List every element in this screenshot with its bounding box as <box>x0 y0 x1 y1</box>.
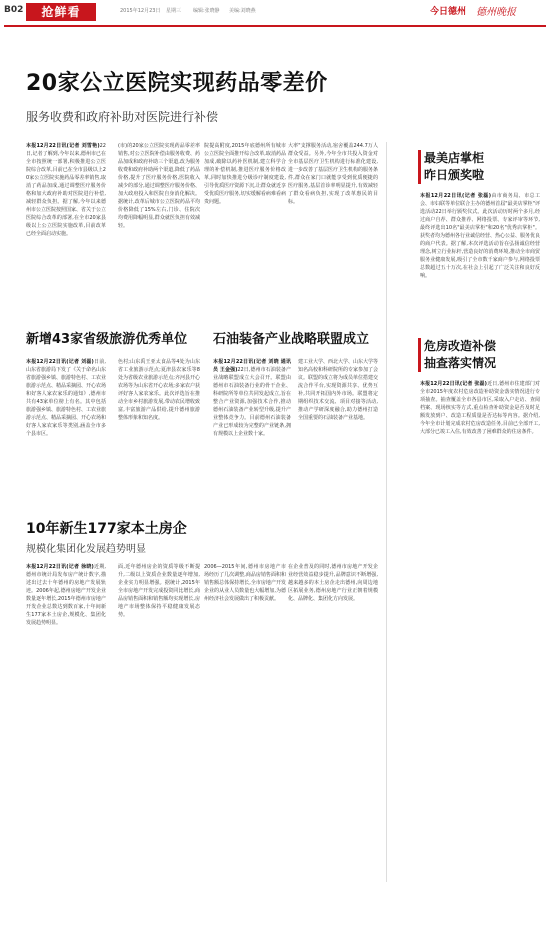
mid-left-byline: 本报12月22日讯(记者 刘磊) <box>26 359 94 365</box>
mid-left-column-2: 色村;山东禹王亚太食品等4处为山东省工业旅游示范点;夏津县农家乐等8处为省级农业旅游示范点;齐河县开心农场等为山东省开心农场;多家农户获评好客人家农家乐。此次评选旨在推动全市乡村旅游发展,带动农民增收致富,丰富旅游产品供给,提升德州旅游整体形象和知名度。 <box>118 359 200 421</box>
mid-right-column-1 <box>213 358 292 437</box>
sidebar-2-byline: 本报12月22日讯(记者 张磊) <box>420 381 487 387</box>
bottom-column-3: 2006—2015年间,德州市房地产市场经历了几次调整,商品房销售面积和销售额总体保持增长,全市房地产开发企业的从业人员数量也大幅增加,为德州经济社会发展做出了积极贡献。 <box>204 564 286 602</box>
lead-byline: 本报12月22日讯(记者 刘雪艳) <box>26 143 100 149</box>
sidebar-2-title-line2: 抽查落实情况 <box>424 356 497 370</box>
mid-right-headline: 石油装备产业战略联盟成立 <box>213 332 370 347</box>
section-label: 抢鲜看 <box>26 3 96 21</box>
bottom-column-2: 面,近年德州房企的资质等级不断提升,二级以上资质企业数量逐年增加,企业实力明显增强。据统计,2015年全市房地产开发完成投资同比增长,商品房销售面积和销售额均实现增长,房地产市场整体保持平稳健康发展态势。 <box>118 564 200 618</box>
weekday: 星期三 <box>166 8 182 14</box>
sidebar-divider <box>386 142 387 882</box>
sidebar-1-body <box>420 192 540 280</box>
designer: 美编:刘晓燕 <box>229 8 256 14</box>
mid-left-headline: 新增43家省级旅游优秀单位 <box>26 332 188 347</box>
page-number: B02 <box>4 5 24 15</box>
mid-right-text-1: 22日,德州市石油装备产业战略联盟成立大会召开。联盟由德州市石油装备行业的骨干企业、科研院所等单位共同发起成立,旨在整合产业资源,加强技术合作,推动德州石油装备产业转型升级,提升产业整体竞争力。目前德州石油装备产业已形成较为完整的产业链条,拥有规模以上企业数十家。 <box>213 367 292 437</box>
sidebar-1-text: 由市商务局、市总工会、市妇联等单位联合主办的德州首届"最美店掌柜"评选活动22日举行颁奖仪式。此次活动历时两个多月,经过商户自荐、群众推荐、网络投票、专家评审等环节,最终评选出10名"最美店掌柜"和20名"优秀店掌柜"。获奖者均为德州各行业诚信经营、热心公益、服务优良的商户代表。据了解,本次评选活动旨在弘扬诚信经营理念,树立行业标杆,营造良好的消费环境,推动全市商贸服务业健康发展,吸引了全市数千家商户参与,网络投票总数超过五十万次,在社会上引起了广泛关注和良好反响。 <box>420 193 541 279</box>
sidebar-accent-bar-2 <box>418 338 421 372</box>
lead-column-2: (市)的20家公立医院实现药品零差率销售,对公立医院补偿由服务收费、药品加成和政府补助三个渠道,改为服务收费和政府补助两个渠道,降低了药品价格,提升了医疗服务价格,医院收入减少的部分,通过调整医疗服务价格、加大政府投入和医院自身消化解决。据统计,改革后城市公立医院药品平均价格降低了15%左右,门诊、住院次均费用降幅明显,群众就医负担有效减轻。 <box>118 143 200 229</box>
sidebar-1-byline: 本报12月22日讯(记者 张磊) <box>420 193 491 199</box>
paper-name: 今日德州 <box>430 7 467 17</box>
lead-column-4: 大率"支撑服务活动,宿舍覆盖244.7万人群众受益。另外,今年全市共投入资金对全市基层医疗卫生机构进行标准化建设,进一步改善了基层医疗卫生机构的服务条件,群众在家门口就能享受到优质便捷的医疗服务,基层首诊率明显提升,有效减轻了群众看病负担,实现了改革惠民的目标。 <box>288 143 379 205</box>
editor: 编辑:张晓静 <box>193 8 220 14</box>
sidebar-1-title-line2: 昨日颁奖啦 <box>424 168 485 182</box>
lead-subheadline: 服务收费和政府补助对医院进行补偿 <box>26 110 219 124</box>
date: 2015年12月23日 <box>120 8 161 14</box>
mid-right-column-2: 建工业大学、西北大学、山东大学等知名高校和科研院所的专家参加了会议。联盟的成立将为成员单位搭建交流合作平台,实现资源共享、优势互补,共同开拓国内外市场。联盟将定期组织技术交流、项目对接等活动,推动产学研深度融合,助力德州打造全国重要的石油装备产业基地。 <box>298 359 379 421</box>
mid-left-column-1 <box>26 358 107 437</box>
bottom-headline: 10年新生177家本土房企 <box>26 521 187 537</box>
sidebar-accent-bar <box>418 150 421 184</box>
lead-column-1 <box>26 142 106 312</box>
bottom-byline: 本报12月22日讯(记者 徐晓) <box>26 564 94 570</box>
lead-text-1: 22日,记者了解到,今年以来,德州市已在全市按照统一部署,积极推进公立医院综合改革,目前已在全市县级以上20家公立医院实施药品零差率销售,取消了药品加成,通过调整医疗服务价格和加大政府补助对医院进行补偿,减轻群众负担。据了解,今年以来德州市公立医院按照国家、省关于公立医院综合改革的部署,在全市20家县级以上公立医院实施改革,目前改革已经全面启动实施。 <box>26 143 107 237</box>
paper-logo: 德州晚报 <box>476 7 516 18</box>
sidebar-1-title-line1: 最美店掌柜 <box>424 151 485 165</box>
sidebar-2-text: 近日,德州市住建部门对全市2015年度农村危房改造补助资金落实情况进行专项抽查。抽查覆盖全市各县市区,采取入户走访、查阅档案、现场核实等方式,重点检查补助资金是否及时足额发放到户、改造工程质量是否达标等内容。据介绍,今年全市计划完成农村危房改造任务,目前已全部开工,大部分已竣工入住,有效改善了困难群众的住房条件。 <box>420 381 540 435</box>
header-rule <box>4 25 546 27</box>
lead-column-3: 院提高附度,2015年底德州所有城市公立医院全面推开综合改革,取消药品加成,破除以药补医机制,建立科学合理的补偿机制,推进医疗服务价格改革,同时加快推进分级诊疗制度建设,引导优质医疗资源下沉,让群众就近享受优质医疗服务,切实缓解看病难看病贵问题。 <box>204 143 286 205</box>
bottom-column-4: 在企业普及的同时,德州市房地产开发企业经营效益稳步提升,品牌意识不断增强,越来越多的本土房企走出德州,向周边地区拓展业务,德州房地产行业正朝着规模化、品牌化、集团化方向发展。 <box>288 564 378 602</box>
bottom-subheadline: 规模化集团化发展趋势明显 <box>26 544 146 555</box>
mid-left-text-1: 日前,山东省旅游局下发了《关于命名山东省旅游强乡镇、旅游特色村、工农业旅游示范点、精品采摘园、开心农场和好客人家农家乐的通知》,德州市共有43家单位榜上有名。其中包括旅游强乡镇、旅游特色村、工农业旅游示范点、精品采摘园、开心农场和好客人家农家乐等类别,涵盖全市多个县市区。 <box>26 359 107 437</box>
bottom-column-1 <box>26 563 106 683</box>
sidebar-2-body <box>420 380 540 460</box>
mid-right-byline: 本报12月22日讯(记者 刘晓 通讯员 王金强) <box>213 359 291 373</box>
bottom-text-1: 近期,德州市统计局发布房产统计数字,描述出过去十年德州的房地产发展轨迹。2006年起,德州房地产开发企业数量逐年增长,2015年德州市房地产开发企业总数达到数百家,十年间新生177家本土房企,规模化、集团化发展趋势明显。 <box>26 564 106 626</box>
lead-headline: 20家公立医院实现药品零差价 <box>26 71 328 96</box>
sidebar-2-title-line1: 危房改造补偿 <box>424 339 497 353</box>
